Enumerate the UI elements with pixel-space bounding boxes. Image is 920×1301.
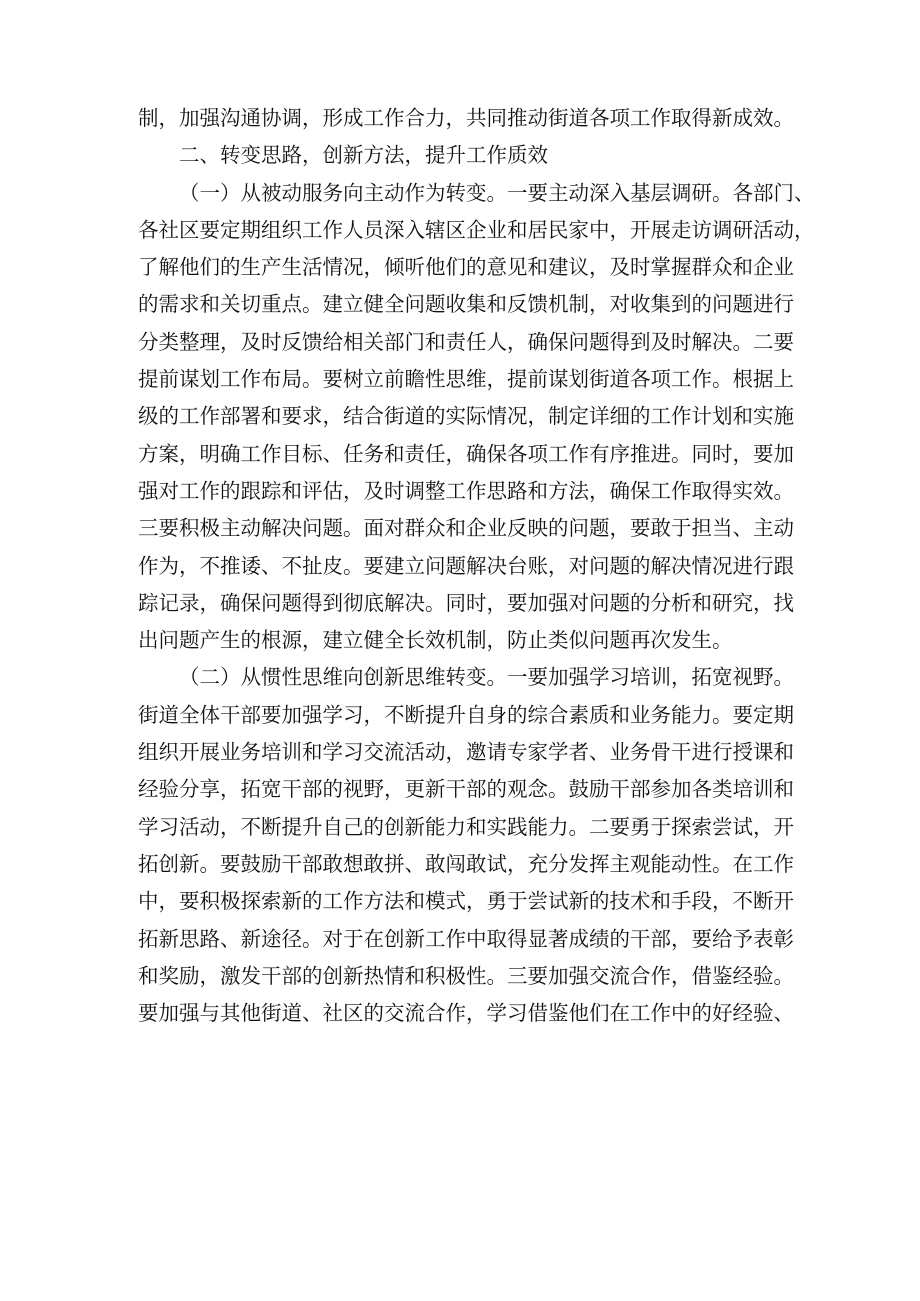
paragraph-line: 出问题产生的根源，建立健全长效机制，防止类似问题再次发生。 (138, 628, 733, 653)
paragraph-line: 分类整理，及时反馈给相关部门和责任人，确保问题得到及时解决。二要 (138, 329, 794, 354)
paragraph-line: 级的工作部署和要求，结合街道的实际情况，制定详细的工作计划和实施 (138, 404, 794, 429)
paragraph-line: （一）从被动服务向主动作为转变。一要主动深入基层调研。各部门、 (179, 180, 815, 205)
paragraph-line: 强对工作的跟踪和评估，及时调整工作思路和方法，确保工作取得实效。 (138, 478, 794, 503)
paragraph-line: 作为，不推诿、不扯皮。要建立问题解决台账，对问题的解决情况进行跟 (138, 553, 794, 578)
document-body (138, 100, 815, 1032)
paragraph-line: 方案，明确工作目标、任务和责任，确保各项工作有序推进。同时，要加 (138, 441, 794, 466)
paragraph-line: 拓新思路、新途径。对于在创新工作中取得显著成绩的干部，要给予表彰 (138, 926, 794, 951)
paragraph-line: 中，要积极探索新的工作方法和模式，勇于尝试新的技术和手段，不断开 (138, 889, 794, 914)
paragraph-line: 拓创新。要鼓励干部敢想敢拼、敢闯敢试，充分发挥主观能动性。在工作 (138, 851, 794, 876)
paragraph-line: 各社区要定期组织工作人员深入辖区企业和居民家中，开展走访调研活动， (138, 217, 815, 242)
paragraph-line: 组织开展业务培训和学习交流活动，邀请专家学者、业务骨干进行授课和 (138, 740, 794, 765)
paragraph-line: 的需求和关切重点。建立健全问题收集和反馈机制，对收集到的问题进行 (138, 292, 794, 317)
paragraph-line: 和奖励，激发干部的创新热情和积极性。三要加强交流合作，借鉴经验。 (138, 963, 794, 988)
section-heading: 二、转变思路，创新方法，提升工作质效 (179, 143, 548, 168)
paragraph-line: 了解他们的生产生活情况，倾听他们的意见和建议，及时掌握群众和企业 (138, 255, 794, 280)
paragraph-line: 制，加强沟通协调，形成工作合力，共同推动街道各项工作取得新成效。 (138, 106, 794, 130)
paragraph-line: 踪记录，确保问题得到彻底解决。同时，要加强对问题的分析和研究，找 (138, 590, 794, 615)
paragraph-line: 经验分享，拓宽干部的视野，更新干部的观念。鼓励干部参加各类培训和 (138, 777, 794, 802)
paragraph-line: 提前谋划工作布局。要树立前瞻性思维，提前谋划街道各项工作。根据上 (138, 367, 794, 392)
paragraph-line: 要加强与其他街道、社区的交流合作，学习借鉴他们在工作中的好经验、 (138, 1001, 794, 1026)
paragraph-line: （二）从惯性思维向创新思维转变。一要加强学习培训，拓宽视野。 (179, 665, 794, 690)
paragraph-line: 学习活动，不断提升自己的创新能力和实践能力。二要勇于探索尝试，开 (138, 814, 794, 839)
paragraph-line: 街道全体干部要加强学习，不断提升自身的综合素质和业务能力。要定期 (138, 702, 794, 727)
paragraph-line: 三要积极主动解决问题。面对群众和企业反映的问题，要敢于担当、主动 (138, 516, 794, 541)
